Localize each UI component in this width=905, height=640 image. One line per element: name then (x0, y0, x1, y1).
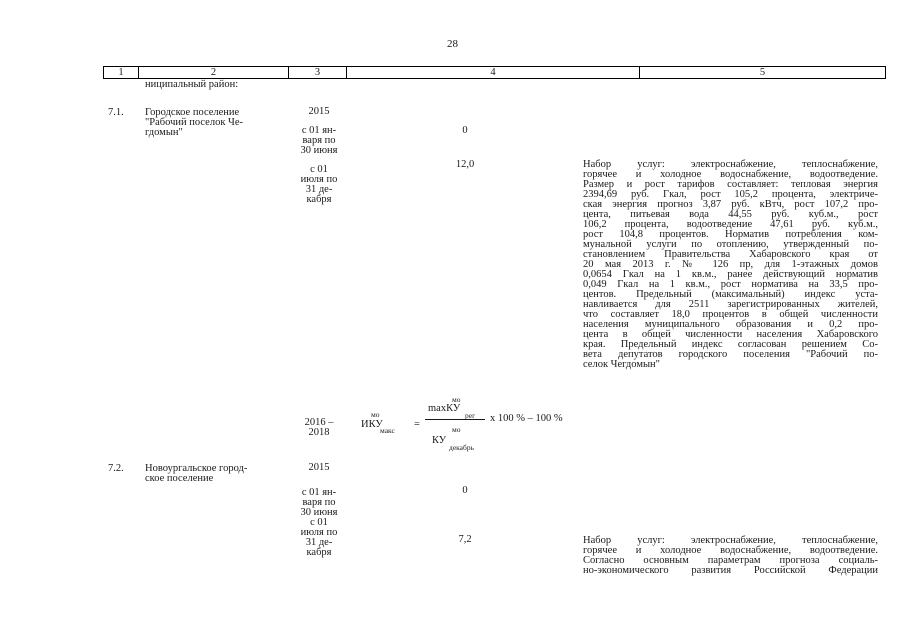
description-line: края. Предельный индекс согласован решением Со- (583, 339, 878, 350)
value-cell: 7,2 (458, 534, 472, 545)
formula-den-sup: мо (452, 425, 461, 434)
row-name-line: "Рабочий поселок Че- (145, 117, 244, 128)
description-line: что составляет 18,0 процентов в общей численности (583, 309, 878, 320)
period-line: 31 де- (305, 184, 333, 195)
period-line: кабря (306, 547, 332, 558)
formula-denominator: КУ (432, 435, 447, 446)
description-line: цента в общей численности населения Хабаровского (583, 329, 878, 340)
value-cell: 12,0 (455, 159, 475, 170)
table-header-row (103, 66, 886, 79)
period-line: с 01 ян- (301, 125, 337, 136)
description-line: Набор услуг: электроснабжение, теплоснабжение, (583, 159, 878, 170)
row-year: 2015 (308, 462, 330, 473)
header-col-1: 1 (104, 67, 139, 78)
period-line: 2018 (308, 427, 330, 438)
period-line: 2016 – (304, 417, 334, 428)
formula-den-sub: декабрь (449, 443, 474, 452)
formula-numerator: maxКУ (428, 403, 461, 414)
description-line: Набор услуг: электроснабжение, теплоснабжение, (583, 535, 878, 546)
period-line: 31 де- (305, 537, 333, 548)
row-number: 7.2. (108, 463, 124, 474)
period-line: 30 июня (300, 507, 338, 518)
row-name-line: ское поселение (145, 473, 214, 484)
formula-num-sub: рег (465, 411, 476, 420)
value-cell: 0 (462, 485, 468, 496)
description-line: 106,2 процента, водоотведение 47,61 руб. куб.м., (583, 219, 878, 230)
formula-num-sup: мо (452, 395, 461, 404)
formula-lhs-sup: мо (371, 410, 380, 419)
description-line: Размер и рост тарифов составляет: тепловая энергия (583, 179, 878, 190)
description-line: становлением Правительства Хабаровского края от (583, 249, 878, 260)
period-line: кабря (306, 194, 332, 205)
description-line: населения муниципального образования и 0,2 про- (583, 319, 878, 330)
description-line: 20 мая 2013 г. № 126 пр, для 1-этажных домов (583, 259, 878, 270)
header-col-2: 2 (139, 67, 289, 78)
description-line: ская энергия прогноз 3,87 руб. кВтч, рост 107,2 про- (583, 199, 878, 210)
description-line: Согласно основным параметрам прогноза социаль- (583, 555, 878, 566)
formula-equals: = (414, 419, 420, 430)
description-line: селок Чегдомын" (583, 359, 660, 370)
carry-over-text: ниципальный район: (145, 79, 239, 90)
description-line: 0,049 Гкал на 1 кв.м., рост норматива на 33,5 про- (583, 279, 878, 290)
header-col-4: 4 (347, 67, 640, 78)
value-cell: 0 (462, 125, 468, 136)
description-line: центов. Предельный (максимальный) индекс уста- (583, 289, 878, 300)
period-line: июля по (300, 174, 338, 185)
row-name-line: гдомын" (145, 127, 183, 138)
formula-lhs-sub: макс (380, 426, 395, 435)
period-line: с 01 (310, 517, 328, 528)
period-line: с 01 (310, 164, 328, 175)
period-line: варя по (302, 497, 336, 508)
row-number: 7.1. (108, 107, 124, 118)
description-line: вета депутатов городского поселения "Рабочий по- (583, 349, 878, 360)
description-line: горячее и холодное водоснабжение, водоотведение. (583, 169, 878, 180)
description-line: горячее и холодное водоснабжение, водоотведение. (583, 545, 878, 556)
row-year: 2015 (308, 106, 330, 117)
page-number: 28 (447, 38, 458, 50)
description-line: навливается для 2511 зарегистрированных жителей, (583, 299, 878, 310)
formula-lhs: ИКУ (361, 419, 383, 430)
period-line: варя по (302, 135, 336, 146)
header-col-3: 3 (289, 67, 347, 78)
header-col-5: 5 (759, 67, 766, 78)
period-line: июля по (300, 527, 338, 538)
description-line: рост 104,8 процентов. Норматив потребления ком- (583, 229, 878, 240)
row-name-line: Новоургальское город- (145, 463, 248, 474)
description-line: но-экономического развития Российской Федерации (583, 565, 878, 576)
description-line: 0,0654 Гкал на 1 кв.м., ранее действующий норматив (583, 269, 878, 280)
fraction-bar (425, 419, 485, 420)
period-line: 30 июня (300, 145, 338, 156)
description-line: мунальной услуги по отоплению, утвержденный по- (583, 239, 878, 250)
formula-tail: х 100 % – 100 % (490, 413, 563, 424)
period-line: с 01 ян- (301, 487, 337, 498)
description-line: 2394,69 руб. Гкал, рост 105,2 процента, электриче- (583, 189, 878, 200)
row-name-line: Городское поселение (145, 107, 240, 118)
description-line: цента, питьевая вода 44,55 руб. куб.м., рост (583, 209, 878, 220)
